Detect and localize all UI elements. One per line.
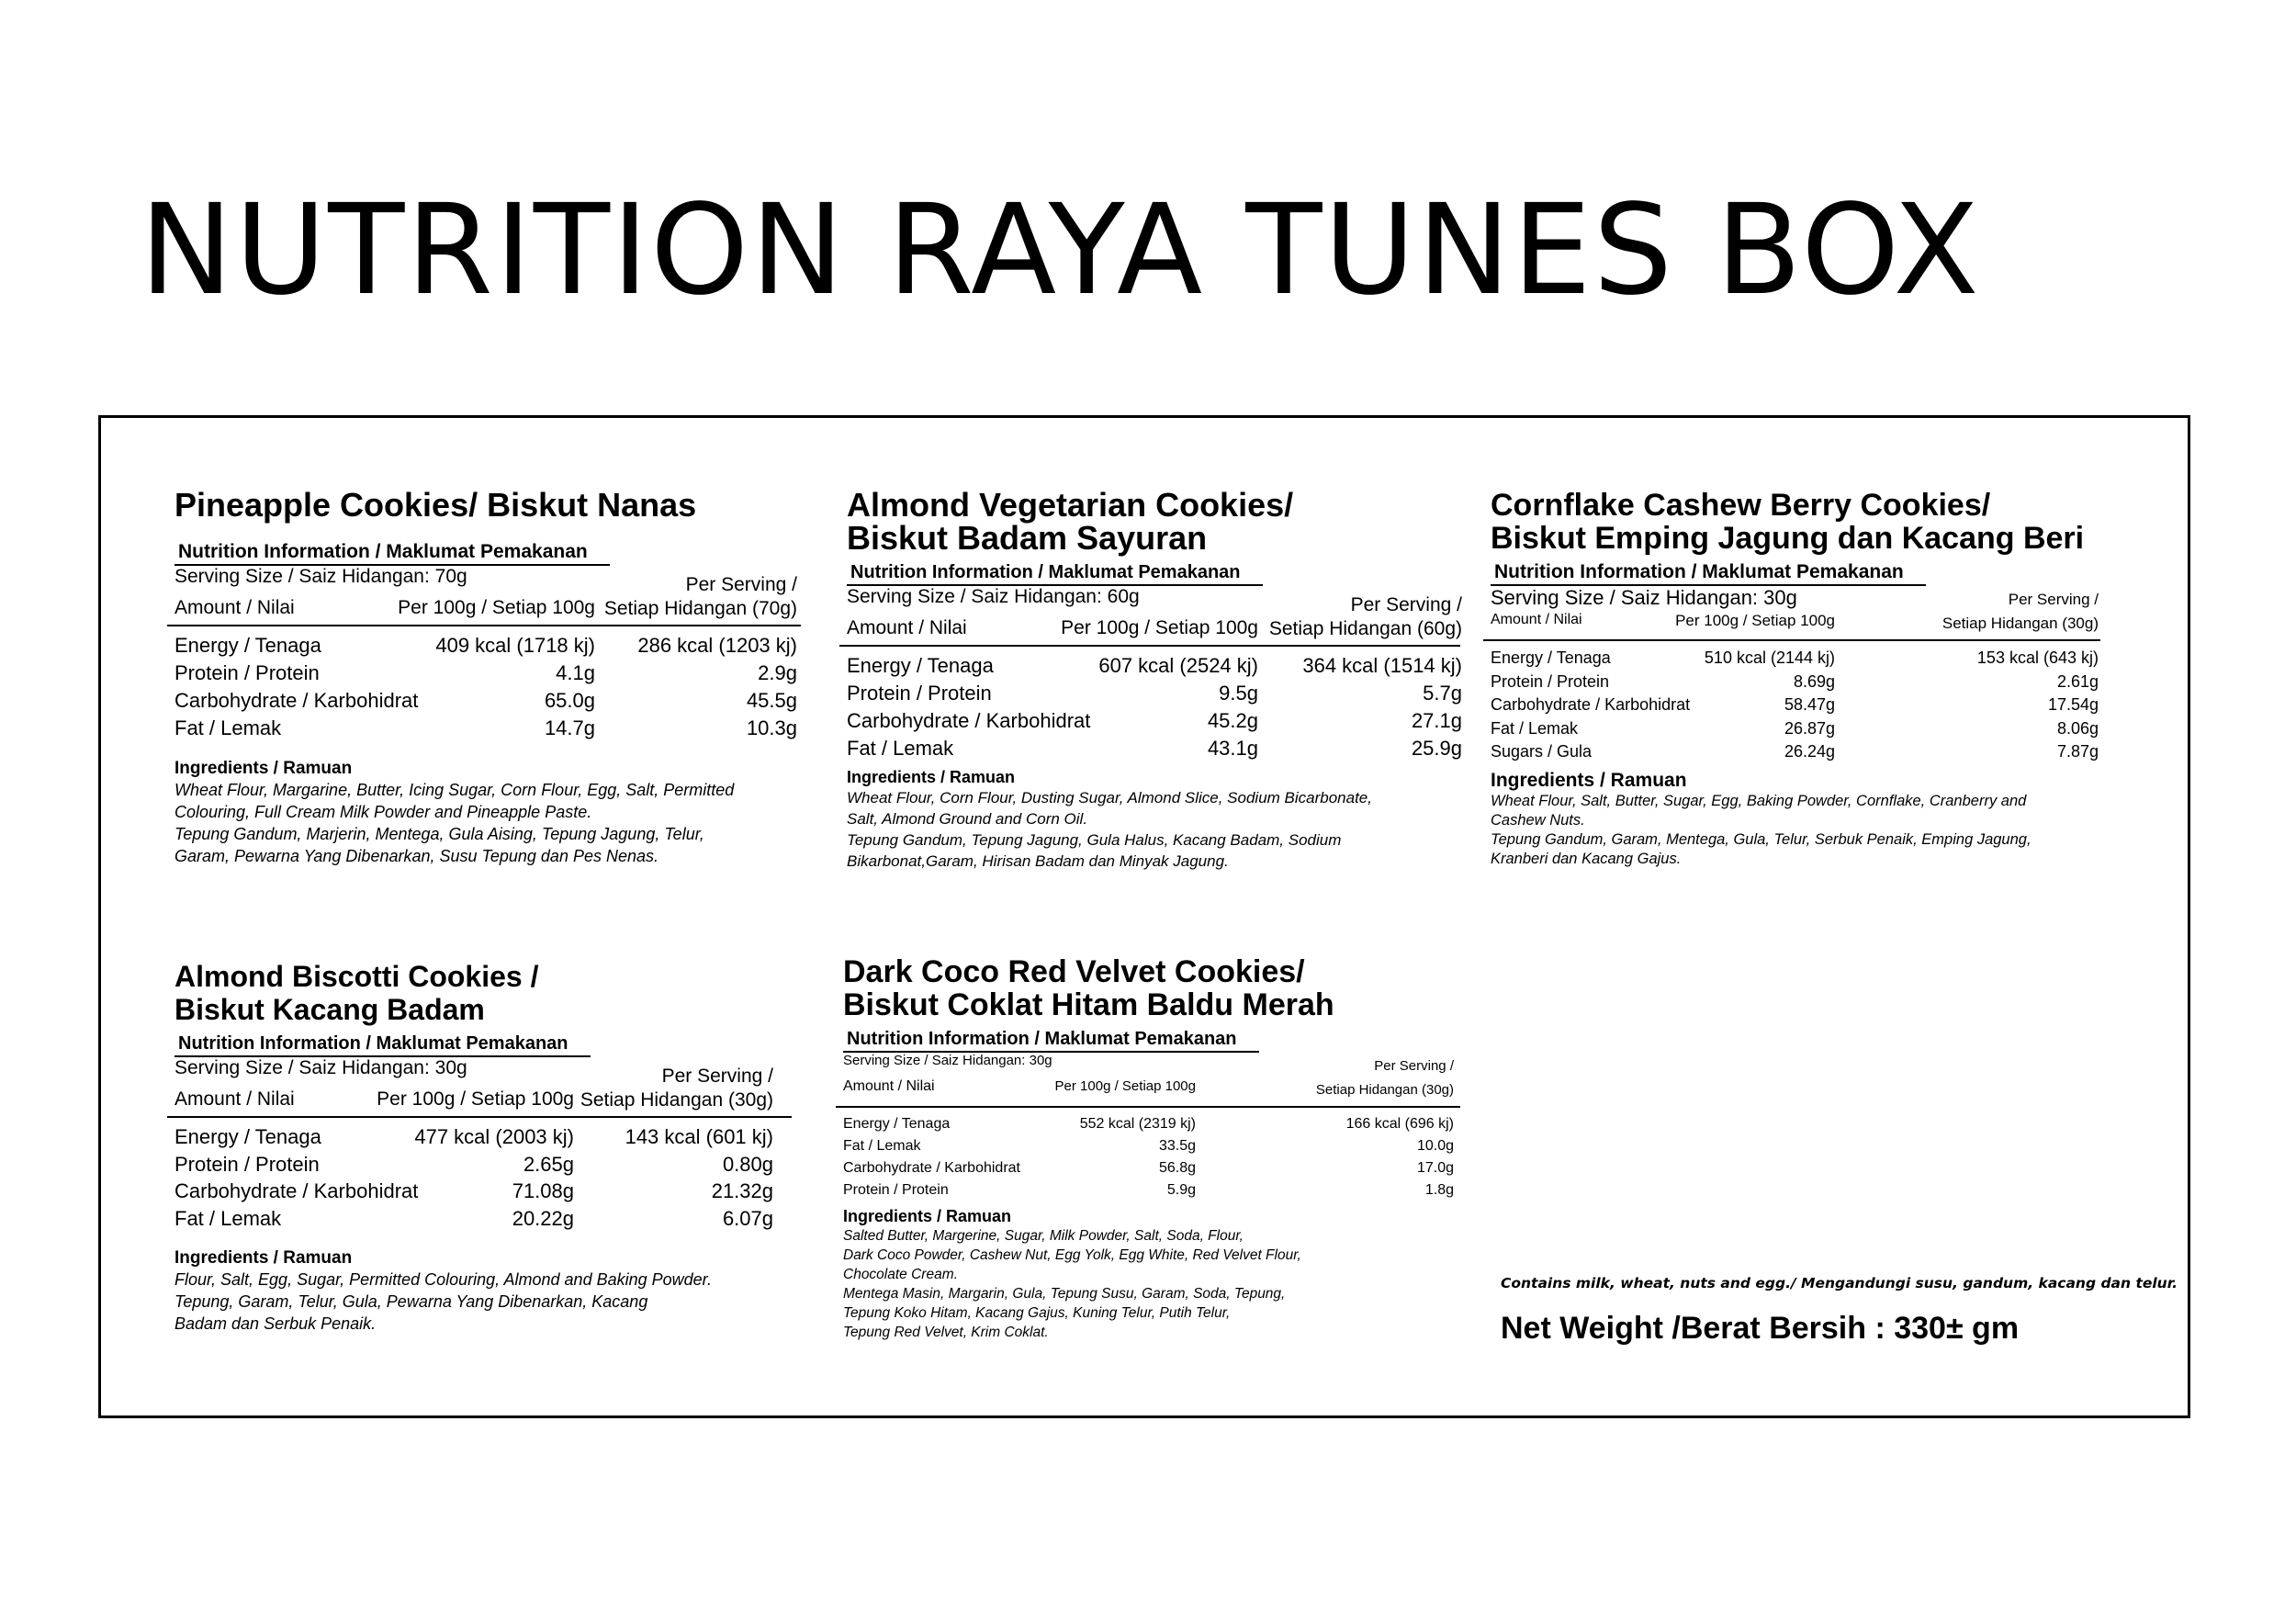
ingredients-line: Garam, Pewarna Yang Dibenarkan, Susu Tepung dan Pes Nenas. xyxy=(174,847,659,865)
per-serving-line-2: Setiap Hidangan (70g) xyxy=(603,598,797,619)
value-per-serving: 2.9g xyxy=(758,661,797,684)
panel-title xyxy=(843,955,1468,1021)
per-100g-label: Per 100g / Setiap 100g xyxy=(1054,1078,1196,1094)
nutrient-name: Fat / Lemak xyxy=(847,737,954,760)
value-per-100g: 8.69g xyxy=(1793,671,1835,691)
per-serving-label xyxy=(580,1065,773,1112)
nutrition-rows xyxy=(847,652,1480,762)
nutrition-rows xyxy=(1491,647,2106,764)
per-100g-label: Per 100g / Setiap 100g xyxy=(1675,612,1835,629)
value-per-serving: 143 kcal (601 kj) xyxy=(625,1125,773,1148)
panel-title-line: Cornflake Cashew Berry Cookies/ xyxy=(1491,488,1991,523)
header-rule xyxy=(167,625,801,626)
per-100g-label: Per 100g / Setiap 100g xyxy=(1061,617,1258,638)
ingredients-line: Colouring, Full Cream Milk Powder and Pineapple Paste. xyxy=(174,803,592,821)
nutrition-row xyxy=(174,687,808,715)
nutrient-name: Sugars / Gula xyxy=(1491,742,1593,761)
value-per-100g: 33.5g xyxy=(1158,1138,1196,1154)
value-per-100g: 26.24g xyxy=(1784,742,1835,761)
table-header xyxy=(174,566,808,623)
panel-title-line: Biskut Kacang Badam xyxy=(174,993,485,1026)
nutrition-row xyxy=(847,652,1480,680)
panel-title-line: Almond Biscotti Cookies / xyxy=(174,960,539,993)
value-per-100g: 58.47g xyxy=(1784,695,1835,714)
nutrition-info-label xyxy=(1491,560,2106,586)
nutrition-info-heading: Nutrition Information / Maklumat Pemakanan xyxy=(174,1032,591,1057)
amount-label: Amount / Nilai xyxy=(847,617,967,638)
per-serving-label xyxy=(604,573,797,621)
header-rule xyxy=(1483,639,2100,641)
ingredients-line: Tepung Gandum, Garam, Mentega, Gula, Telur, Serbuk Penaik, Emping Jagung, xyxy=(1491,830,2032,848)
nutrition-row xyxy=(843,1179,1468,1201)
panel-title-line: Biskut Badam Sayuran xyxy=(847,519,1208,557)
per-serving-label xyxy=(1269,593,1462,641)
per-serving-line-1: Per Serving / xyxy=(1374,1058,1454,1074)
value-per-serving: 0.80g xyxy=(722,1152,773,1176)
nutrient-name: Carbohydrate / Karbohidrat xyxy=(843,1160,1020,1176)
nutrition-row xyxy=(174,1151,799,1179)
ingredients-line: Tepung Koko Hitam, Kacang Gajus, Kuning Telur, Putih Telur, xyxy=(843,1305,1231,1321)
per-serving-line-2: Setiap Hidangan (30g) xyxy=(1315,1082,1454,1098)
amount-label: Amount / Nilai xyxy=(174,597,295,618)
nutrition-info-heading: Nutrition Information / Maklumat Pemakanan xyxy=(174,540,610,566)
nutrition-info-label xyxy=(174,1032,799,1057)
nutrition-row xyxy=(843,1135,1468,1157)
panel-title-line: Pineapple Cookies/ Biskut Nanas xyxy=(174,486,697,524)
value-per-serving: 1.8g xyxy=(1424,1182,1454,1198)
ingredients-line: Wheat Flour, Margarine, Butter, Icing Sugar, Corn Flour, Egg, Salt, Permitted xyxy=(174,781,735,799)
ingredients-heading: Ingredients / Ramuan xyxy=(847,768,1016,786)
nutrient-name: Protein / Protein xyxy=(847,682,992,705)
value-per-serving: 8.06g xyxy=(2056,718,2099,738)
value-per-100g: 43.1g xyxy=(1207,737,1258,760)
value-per-100g: 477 kcal (2003 kj) xyxy=(414,1125,574,1148)
panel-title-line: Biskut Coklat Hitam Baldu Merah xyxy=(843,987,1334,1022)
nutrition-row xyxy=(1491,717,2106,741)
nutrition-row xyxy=(847,707,1480,735)
value-per-100g: 20.22g xyxy=(512,1206,574,1230)
nutrition-row xyxy=(1491,694,2106,717)
ingredients-text xyxy=(1491,792,2106,869)
value-per-serving: 17.54g xyxy=(2047,695,2099,714)
ingredients-line: Mentega Masin, Margarin, Gula, Tepung Susu, Garam, Soda, Tepung, xyxy=(843,1286,1286,1302)
value-per-serving: 5.7g xyxy=(1423,682,1462,705)
amount-label: Amount / Nilai xyxy=(1491,612,1582,627)
nutrition-info-label xyxy=(843,1027,1468,1053)
ingredients-line: Chocolate Cream. xyxy=(843,1267,958,1282)
value-per-serving: 364 kcal (1514 kj) xyxy=(1302,654,1462,677)
ingredients-heading: Ingredients / Ramuan xyxy=(843,1207,1012,1225)
nutrient-name: Protein / Protein xyxy=(174,1152,320,1176)
value-per-100g: 409 kcal (1718 kj) xyxy=(435,634,595,657)
ingredients-line: Salt, Almond Ground and Corn Oil. xyxy=(847,810,1088,828)
nutrient-name: Energy / Tenaga xyxy=(1491,648,1611,667)
nutrient-name: Energy / Tenaga xyxy=(847,654,994,677)
per-serving-line-2: Setiap Hidangan (60g) xyxy=(1268,618,1462,639)
nutrient-name: Fat / Lemak xyxy=(1491,718,1579,738)
value-per-serving: 153 kcal (643 kj) xyxy=(1976,648,2099,667)
nutrient-name: Protein / Protein xyxy=(174,661,320,684)
value-per-serving: 45.5g xyxy=(746,689,797,712)
per-100g-label: Per 100g / Setiap 100g xyxy=(398,597,595,618)
ingredients-line: Flour, Salt, Egg, Sugar, Permitted Colouring, Almond and Baking Powder. xyxy=(174,1270,712,1289)
ingredients-heading: Ingredients / Ramuan xyxy=(174,759,353,778)
panel-dark-coco-red-velvet-cookies xyxy=(843,955,1468,1342)
value-per-100g: 510 kcal (2144 kj) xyxy=(1704,648,1835,667)
ingredients-heading: Ingredients / Ramuan xyxy=(1491,769,1687,791)
nutrient-name: Fat / Lemak xyxy=(174,1206,282,1230)
value-per-serving: 17.0g xyxy=(1416,1160,1454,1176)
value-per-serving: 166 kcal (696 kj) xyxy=(1345,1116,1454,1132)
nutrition-row xyxy=(847,735,1480,762)
per-serving-label xyxy=(1942,588,2099,636)
panel-cornflake-cashew-berry-cookies xyxy=(1491,489,2106,869)
serving-size: Serving Size / Saiz Hidangan: 30g xyxy=(843,1053,1052,1068)
nutrition-row xyxy=(1491,740,2106,764)
value-per-100g: 552 kcal (2319 kj) xyxy=(1079,1116,1196,1132)
page-title: NUTRITION RAYA TUNES BOX xyxy=(140,178,1981,323)
header-rule xyxy=(839,645,1460,647)
serving-size: Serving Size / Saiz Hidangan: 70g xyxy=(174,566,467,587)
nutrition-info-label xyxy=(174,540,808,566)
header-rule xyxy=(836,1106,1460,1108)
nutrition-row xyxy=(843,1113,1468,1135)
value-per-serving: 27.1g xyxy=(1411,709,1462,732)
value-per-serving: 2.61g xyxy=(2056,671,2099,691)
value-per-serving: 10.0g xyxy=(1416,1138,1454,1154)
nutrition-row xyxy=(843,1157,1468,1179)
nutrition-row xyxy=(174,715,808,742)
ingredients-line: Wheat Flour, Corn Flour, Dusting Sugar, Almond Slice, Sodium Bicarbonate, xyxy=(847,789,1372,806)
nutrient-name: Fat / Lemak xyxy=(174,716,282,739)
ingredients-text xyxy=(174,1269,799,1335)
ingredients-line: Bikarbonat,Garam, Hirisan Badam dan Minyak Jagung. xyxy=(847,852,1229,870)
nutrition-row xyxy=(174,632,808,660)
table-header xyxy=(1491,586,2106,637)
panel-title xyxy=(1491,489,2106,555)
panel-almond-vegetarian-cookies xyxy=(847,486,1480,872)
nutrition-rows xyxy=(174,632,808,742)
ingredients-line: Cashew Nuts. xyxy=(1491,811,1585,829)
value-per-100g: 4.1g xyxy=(556,661,595,684)
nutrient-name: Energy / Tenaga xyxy=(174,1125,321,1148)
panel-pineapple-cookies xyxy=(174,486,808,867)
panel-title-line: Dark Coco Red Velvet Cookies/ xyxy=(843,954,1305,989)
nutrient-name: Protein / Protein xyxy=(843,1182,949,1198)
amount-label: Amount / Nilai xyxy=(843,1078,935,1094)
per-serving-line-2: Setiap Hidangan (30g) xyxy=(1941,615,2099,632)
ingredients-line: Tepung, Garam, Telur, Gula, Pewarna Yang Dibenarkan, Kacang xyxy=(174,1292,648,1311)
panel-title-line: Biskut Emping Jagung dan Kacang Beri xyxy=(1491,521,2085,556)
serving-size: Serving Size / Saiz Hidangan: 30g xyxy=(174,1057,467,1078)
value-per-100g: 5.9g xyxy=(1166,1182,1196,1198)
panel-title xyxy=(174,486,808,524)
nutrition-row xyxy=(1491,671,2106,694)
value-per-100g: 56.8g xyxy=(1158,1160,1196,1176)
header-rule xyxy=(167,1116,792,1118)
value-per-100g: 9.5g xyxy=(1219,682,1258,705)
serving-size: Serving Size / Saiz Hidangan: 60g xyxy=(847,586,1140,607)
ingredients-heading: Ingredients / Ramuan xyxy=(174,1248,353,1268)
ingredients-line: Dark Coco Powder, Cashew Nut, Egg Yolk, Egg White, Red Velvet Flour, xyxy=(843,1247,1301,1263)
nutrient-name: Carbohydrate / Karbohidrat xyxy=(1491,695,1691,714)
nutrition-info-heading: Nutrition Information / Maklumat Pemakanan xyxy=(847,560,1263,586)
ingredients-line: Kranberi dan Kacang Gajus. xyxy=(1491,850,1682,867)
table-header xyxy=(174,1057,799,1114)
per-100g-label: Per 100g / Setiap 100g xyxy=(377,1088,574,1110)
ingredients-line: Tepung Gandum, Tepung Jagung, Gula Halus, Kacang Badam, Sodium xyxy=(847,831,1342,849)
panel-title xyxy=(847,486,1480,557)
nutrient-name: Energy / Tenaga xyxy=(843,1116,951,1132)
table-header xyxy=(843,1053,1468,1104)
ingredients-line: Wheat Flour, Salt, Butter, Sugar, Egg, Baking Powder, Cornflake, Cranberry and xyxy=(1491,792,2027,809)
per-serving-line-1: Per Serving / xyxy=(1350,594,1462,615)
ingredients-line: Badam dan Serbuk Penaik. xyxy=(174,1314,377,1333)
ingredients-line: Salted Butter, Margerine, Sugar, Milk Powder, Salt, Soda, Flour, xyxy=(843,1228,1244,1244)
nutrition-rows xyxy=(843,1113,1468,1201)
nutrition-info-label xyxy=(847,560,1480,586)
value-per-serving: 21.32g xyxy=(711,1179,773,1202)
value-per-100g: 71.08g xyxy=(512,1179,574,1202)
ingredients-line: Tepung Red Velvet, Krim Coklat. xyxy=(843,1325,1049,1340)
ingredients-text xyxy=(174,779,808,867)
value-per-serving: 10.3g xyxy=(746,716,797,739)
per-serving-label xyxy=(1316,1054,1454,1102)
panel-title xyxy=(174,960,799,1026)
nutrient-name: Protein / Protein xyxy=(1491,671,1610,691)
nutrient-name: Energy / Tenaga xyxy=(174,634,321,657)
value-per-100g: 26.87g xyxy=(1784,718,1835,738)
value-per-100g: 65.0g xyxy=(544,689,595,712)
panel-title-line: Almond Vegetarian Cookies/ xyxy=(847,486,1294,524)
value-per-100g: 607 kcal (2524 kj) xyxy=(1098,654,1258,677)
table-header xyxy=(847,586,1480,643)
nutrition-row xyxy=(174,1178,799,1205)
value-per-serving: 7.87g xyxy=(2056,742,2099,761)
net-weight: Net Weight /Berat Bersih : 330± gm xyxy=(1501,1311,2020,1346)
nutrition-row xyxy=(174,1123,799,1151)
per-serving-line-1: Per Serving / xyxy=(685,574,797,595)
nutrition-row xyxy=(847,680,1480,707)
nutrition-row xyxy=(174,1205,799,1233)
per-serving-line-1: Per Serving / xyxy=(2008,591,2099,608)
nutrient-name: Carbohydrate / Karbohidrat xyxy=(847,709,1091,732)
nutrition-rows xyxy=(174,1123,799,1232)
nutrition-row xyxy=(1491,647,2106,671)
ingredients-text xyxy=(843,1226,1468,1342)
nutrition-info-heading: Nutrition Information / Maklumat Pemakanan xyxy=(843,1027,1259,1053)
ingredients-text xyxy=(847,787,1480,872)
serving-size: Serving Size / Saiz Hidangan: 30g xyxy=(1491,586,1797,609)
value-per-serving: 286 kcal (1203 kj) xyxy=(637,634,797,657)
panel-almond-biscotti-cookies xyxy=(174,960,799,1335)
ingredients-line: Tepung Gandum, Marjerin, Mentega, Gula Aising, Tepung Jagung, Telur, xyxy=(174,825,704,843)
value-per-100g: 45.2g xyxy=(1207,709,1258,732)
value-per-100g: 14.7g xyxy=(544,716,595,739)
nutrient-name: Fat / Lemak xyxy=(843,1138,921,1154)
per-serving-line-2: Setiap Hidangan (30g) xyxy=(580,1089,773,1111)
allergen-statement: Contains milk, wheat, nuts and egg./ Mengandungi susu, gandum, kacang dan telur. xyxy=(1501,1275,2178,1291)
per-serving-line-1: Per Serving / xyxy=(661,1066,773,1087)
value-per-serving: 25.9g xyxy=(1411,737,1462,760)
nutrition-info-heading: Nutrition Information / Maklumat Pemakanan xyxy=(1491,560,1926,586)
nutrient-name: Carbohydrate / Karbohidrat xyxy=(174,1179,419,1202)
amount-label: Amount / Nilai xyxy=(174,1088,295,1110)
value-per-100g: 2.65g xyxy=(523,1152,574,1176)
nutrient-name: Carbohydrate / Karbohidrat xyxy=(174,689,419,712)
nutrition-row xyxy=(174,660,808,687)
value-per-serving: 6.07g xyxy=(722,1206,773,1230)
